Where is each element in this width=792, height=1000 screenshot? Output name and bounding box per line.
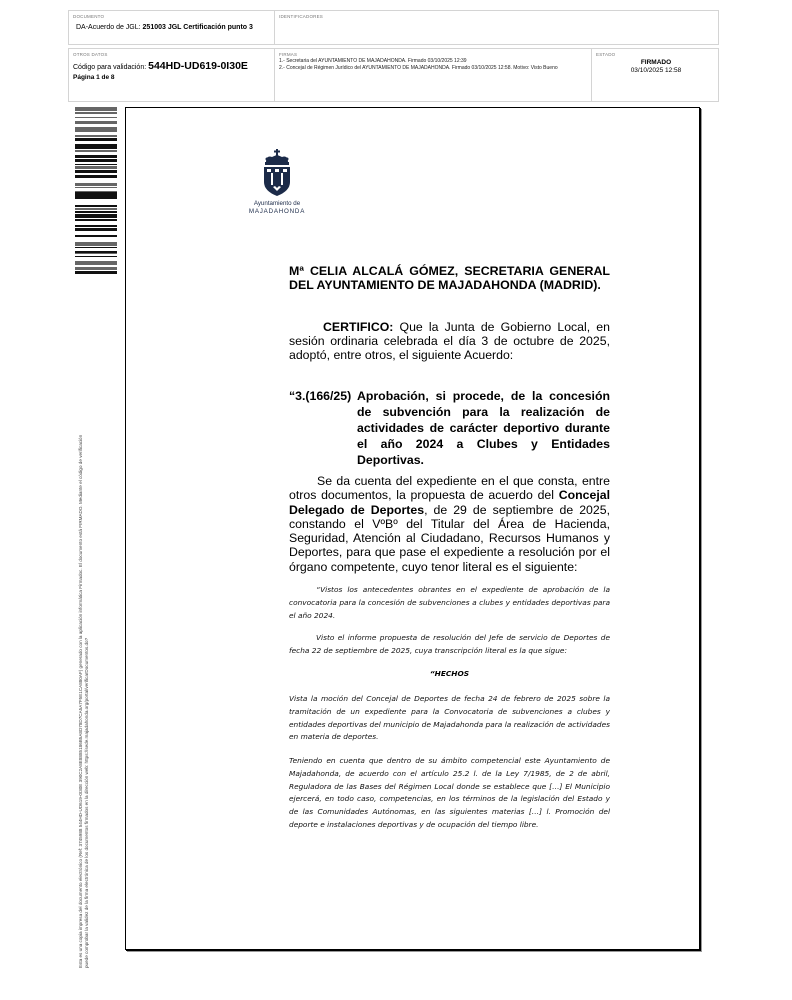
barcode-stripe	[75, 172, 117, 173]
barcode-stripe	[75, 139, 117, 141]
barcode-stripe	[75, 117, 117, 118]
barcode-stripe	[75, 267, 117, 270]
barcode-stripe	[75, 183, 117, 186]
document-heading: Mª CELIA ALCALÁ GÓMEZ, SECRETARIA GENERAL DEL AYUNTAMIENTO DE MAJADAHONDA (MADRID).	[289, 264, 610, 292]
barcode-stripe	[75, 187, 117, 188]
barcode-stripe	[75, 164, 117, 165]
barcode-stripe	[75, 112, 117, 114]
cuenta-text-1: Se da cuenta del expediente en el que consta, entre otros documentos, la propuesta de acuerdo del	[289, 474, 610, 503]
logo-line-2: MAJADAHONDA	[248, 207, 306, 215]
barcode-stripe	[75, 135, 117, 137]
barcode-stripe	[75, 159, 117, 162]
otros-datos-cell	[68, 48, 275, 102]
coat-of-arms-icon	[242, 148, 312, 200]
hechos-heading: “HECHOS	[429, 669, 470, 678]
barcode-stripe	[75, 155, 117, 158]
logo-line-1: Ayuntamiento de	[253, 200, 301, 207]
firma-item: 1.- Secretaria del AYUNTAMIENTO DE MAJADAHONDA. Firmado 03/10/2025 12:39	[279, 58, 467, 64]
cuenta-paragraph	[289, 474, 610, 574]
otros-datos-label: OTROS DATOS	[73, 52, 108, 57]
barcode-stripe	[75, 175, 117, 178]
logo-text	[242, 200, 312, 215]
quote-paragraph-2	[289, 632, 610, 658]
firmas-list	[279, 58, 591, 72]
quote-paragraph-4: Teniendo en cuenta que dentro de su ámbito competencial este Ayuntamiento de Majadahonda, de acuerdo con el artículo 25.2 l. de la Ley 7/1985, de 2 de abril, Reguladora de las Bases del Régimen Local donde se establece que […] El Municipio ejercerá, en todo caso, competencias, en los términos de la legislación del Estado y de las Comunidades Autónomas, en las siguientes materias […] l. Promoción del deporte e instalaciones deportivas y de ocupación del tiempo libre.	[289, 756, 610, 829]
quote-1-text: “Vistos los antecedentes obrantes en el expediente de aprobación de la convocatoria para la concesión de subvenciones a clubes y entidades deportivas para el año 2024.	[289, 585, 610, 620]
documento-prefix: DA-Acuerdo de JGL:	[76, 24, 143, 31]
barcode-stripe	[75, 167, 117, 169]
barcode-stripe	[75, 216, 117, 218]
certifico-paragraph	[289, 320, 610, 363]
barcode-stripe	[75, 253, 117, 254]
barcode-stripe	[75, 129, 117, 132]
barcode-stripe	[75, 205, 117, 207]
side-note-line-2: puede comprobar la validez de la firma electrónica de los documentos firmados en la dirección web: https://sede.majadahonda.org/portal/verificarDocumentos.do?	[84, 637, 89, 968]
documento-title: 251003 JGL Certificación punto 3	[142, 24, 253, 31]
estado-cell	[591, 48, 719, 102]
acuerdo-title: Aprobación, si procede, de la concesión de subvención para la realización de actividades de carácter deportivo durante el año 2024 a Clubes y Entidades Deportivas.	[357, 389, 610, 467]
certifico-text: Que la Junta de Gobierno Local, en sesión ordinaria celebrada el día 3 de octubre de 2025, adoptó, entre otros, el siguiente Acuerdo:	[289, 320, 610, 363]
firma-item: 2.- Concejal de Régimen Jurídico del AYUNTAMIENTO DE MAJADAHONDA. Firmado 03/10/2025 12:58. Motivo: Visto Bueno	[279, 65, 558, 71]
cuenta-text-2: , de 29 de septiembre de 2025, constando el VºBº del Titular del Área de Hacienda, Seguridad, Atención al Ciudadano, Recursos Humanos y Deportes, para que pase el expediente a resolución por el órgano competente, cuyo tenor literal es el siguiente:	[289, 502, 610, 574]
side-note-line-1: Esta es una copia impresa del documento electrónico (Ref: 3745988 544HD-UD619-0I30E 390C2A8E8885186B5A8D78D7CA5A7F5E1CA880AF) generado con la aplicación informática Firmadoc. El documento está FIRMADO. Mediante el código de verificación	[78, 434, 83, 968]
barcode-stripe	[75, 147, 117, 149]
identificadores-cell	[274, 10, 719, 45]
acuerdo-number: “3.(166/25)	[289, 389, 352, 403]
barcode-stripe	[75, 211, 117, 213]
side-verification-note	[78, 278, 102, 968]
estado-value	[592, 59, 720, 75]
barcode-stripe	[75, 271, 117, 274]
quote-2-text: Visto el informe propuesta de resolución del Jefe de servicio de Deportes de fecha 22 de septiembre de 2025, cuya transcripción literal es la que sigue:	[289, 633, 610, 655]
quote-paragraph-3: Vista la moción del Concejal de Deportes de fecha 24 de febrero de 2025 sobre la tramitación de un expediente para la Convocatoria de subvenciones a clubes y entidades deportivas del municipio de Majadahonda para la realización de actividades en materia de deportes.	[289, 694, 610, 742]
barcode-stripe	[75, 228, 117, 231]
validation-code-label: Código para validación:	[73, 64, 149, 71]
barcode-stripe	[75, 109, 117, 111]
barcode-stripe	[75, 262, 117, 265]
barcode-stripe	[75, 196, 117, 199]
barcode-stripe	[75, 235, 117, 237]
validation-code: 544HD-UD619-0I30E	[148, 60, 248, 72]
certifico-label: CERTIFICO:	[323, 320, 394, 334]
barcode-stripe	[75, 247, 117, 248]
barcode-stripe	[75, 150, 117, 152]
barcode-stripe	[75, 121, 117, 124]
estado-label: ESTADO	[596, 52, 616, 57]
cuenta-bold: Concejal Delegado de Deportes	[289, 488, 610, 517]
barcode-stripe	[75, 256, 117, 257]
firmas-cell	[274, 48, 592, 102]
documento-cell	[68, 10, 275, 45]
firmas-label: FIRMAS	[279, 52, 298, 57]
barcode-stripe	[75, 245, 117, 246]
barcode-stripe	[75, 225, 117, 227]
status-date: 03/10/2025 12:58	[630, 67, 682, 74]
page-indicator: Página 1 de 8	[73, 74, 115, 81]
signature-header	[68, 10, 719, 102]
documento-label: DOCUMENTO	[73, 14, 105, 19]
identificadores-label: IDENTIFICADORES	[279, 14, 324, 19]
majadahonda-logo	[242, 148, 312, 220]
barcode-stripe	[75, 219, 117, 221]
barcode	[75, 107, 117, 277]
documento-value	[76, 23, 266, 33]
status-badge: FIRMADO	[640, 59, 672, 66]
barcode-stripe	[75, 208, 117, 210]
validation-block	[73, 61, 248, 82]
quote-paragraph-1	[289, 584, 610, 622]
